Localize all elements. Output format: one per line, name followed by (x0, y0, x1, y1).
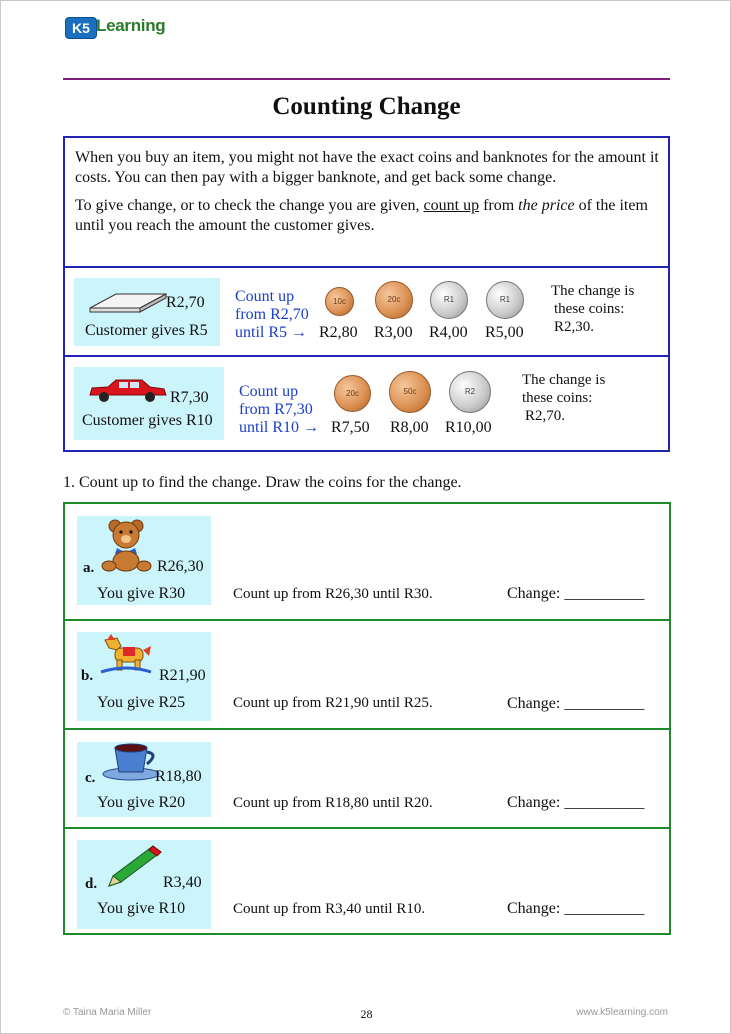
question-price: R26,30 (157, 558, 204, 575)
teddy-bear-icon (99, 518, 155, 574)
question-heading: 1. Count up to find the change. Draw the coins for the change. (63, 474, 462, 491)
questions-box (63, 502, 671, 935)
logo-badge: K5 (65, 17, 97, 39)
count-amount: R7,50 (331, 419, 370, 436)
count-up-line-2: from R7,30 (239, 401, 313, 418)
change-result: The change is these coins: R2,70. (522, 372, 606, 424)
customer-gives: Customer gives R10 (82, 412, 213, 429)
example-card (74, 278, 220, 346)
intro-paragraph-2: To give change, or to check the change you are given, count up from the price of the item until you reach the amount the customer gives. (75, 197, 648, 234)
question-divider (65, 827, 669, 829)
count-amount: R5,00 (485, 324, 524, 341)
pen-icon (105, 842, 165, 888)
coin-50c-icon: 50c (389, 371, 431, 413)
coin-10c-icon: 10c (325, 287, 354, 316)
k5-learning-logo (65, 15, 169, 41)
count-instruction: Count up from R21,90 until R25. (233, 695, 433, 711)
question-price: R21,90 (159, 667, 206, 684)
you-give: You give R30 (97, 585, 186, 602)
change-result: The change is these coins: R2,30. (551, 283, 635, 335)
coin-r1-icon: R1 (430, 281, 468, 319)
count-instruction: Count up from R3,40 until R10. (233, 901, 426, 917)
footer-website: www.k5learning.com (576, 1007, 668, 1018)
coin-r1-icon: R1 (486, 281, 524, 319)
question-card (77, 840, 211, 929)
count-up-line-1: Count up (239, 383, 299, 400)
question-price: R3,40 (163, 874, 202, 891)
count-amount: R8,00 (390, 419, 429, 436)
toy-horse-icon (97, 634, 155, 676)
eraser-icon (88, 288, 168, 314)
count-up-line-1: Count up (235, 288, 295, 305)
you-give: You give R20 (97, 794, 186, 811)
intro-paragraph-1: When you buy an item, you might not have the exact coins and banknotes for the amount it costs. You can then pay with a bigger banknote, and get back some change. (75, 149, 659, 186)
question-price: R18,80 (155, 768, 202, 785)
you-give: You give R25 (97, 694, 186, 711)
car-icon (86, 375, 168, 405)
example-divider (65, 266, 668, 268)
count-amount: R3,00 (374, 324, 413, 341)
intro-text (75, 148, 660, 244)
change-answer-field[interactable]: Change: __________ (507, 695, 645, 712)
count-amount: R10,00 (445, 419, 492, 436)
question-letter: c. (85, 770, 96, 786)
coin-20c-icon: 20c (375, 281, 413, 319)
count-amount: R2,80 (319, 324, 358, 341)
question-card (77, 632, 211, 721)
item-price: R2,70 (166, 294, 205, 311)
coin-20c-icon: 20c (334, 375, 371, 412)
header-divider (63, 78, 670, 80)
example-card (74, 367, 224, 440)
you-give: You give R10 (97, 900, 186, 917)
count-up-line-3: until R5 → (235, 324, 308, 341)
change-answer-field[interactable]: Change: __________ (507, 900, 645, 917)
count-instruction: Count up from R26,30 until R30. (233, 586, 433, 602)
instructions-box (63, 136, 670, 452)
question-letter: d. (85, 876, 98, 892)
example-divider (65, 355, 668, 357)
question-letter: b. (81, 668, 94, 684)
question-letter: a. (83, 560, 95, 576)
change-answer-field[interactable]: Change: __________ (507, 585, 645, 602)
footer-copyright: © Taina Maria Miller (63, 1007, 152, 1018)
logo-word: Learning (96, 16, 166, 35)
change-answer-field[interactable]: Change: __________ (507, 794, 645, 811)
question-divider (65, 728, 669, 730)
count-up-line-2: from R2,70 (235, 306, 309, 323)
question-card (77, 742, 211, 817)
item-price: R7,30 (170, 389, 209, 406)
coin-r2-icon: R2 (449, 371, 491, 413)
count-amount: R4,00 (429, 324, 468, 341)
count-instruction: Count up from R18,80 until R20. (233, 795, 433, 811)
page-title: Counting Change (272, 93, 461, 120)
question-divider (65, 619, 669, 621)
count-up-line-3: until R10 → (239, 419, 320, 436)
question-card (77, 516, 211, 605)
page-number: 28 (360, 1007, 373, 1021)
customer-gives: Customer gives R5 (85, 322, 208, 339)
